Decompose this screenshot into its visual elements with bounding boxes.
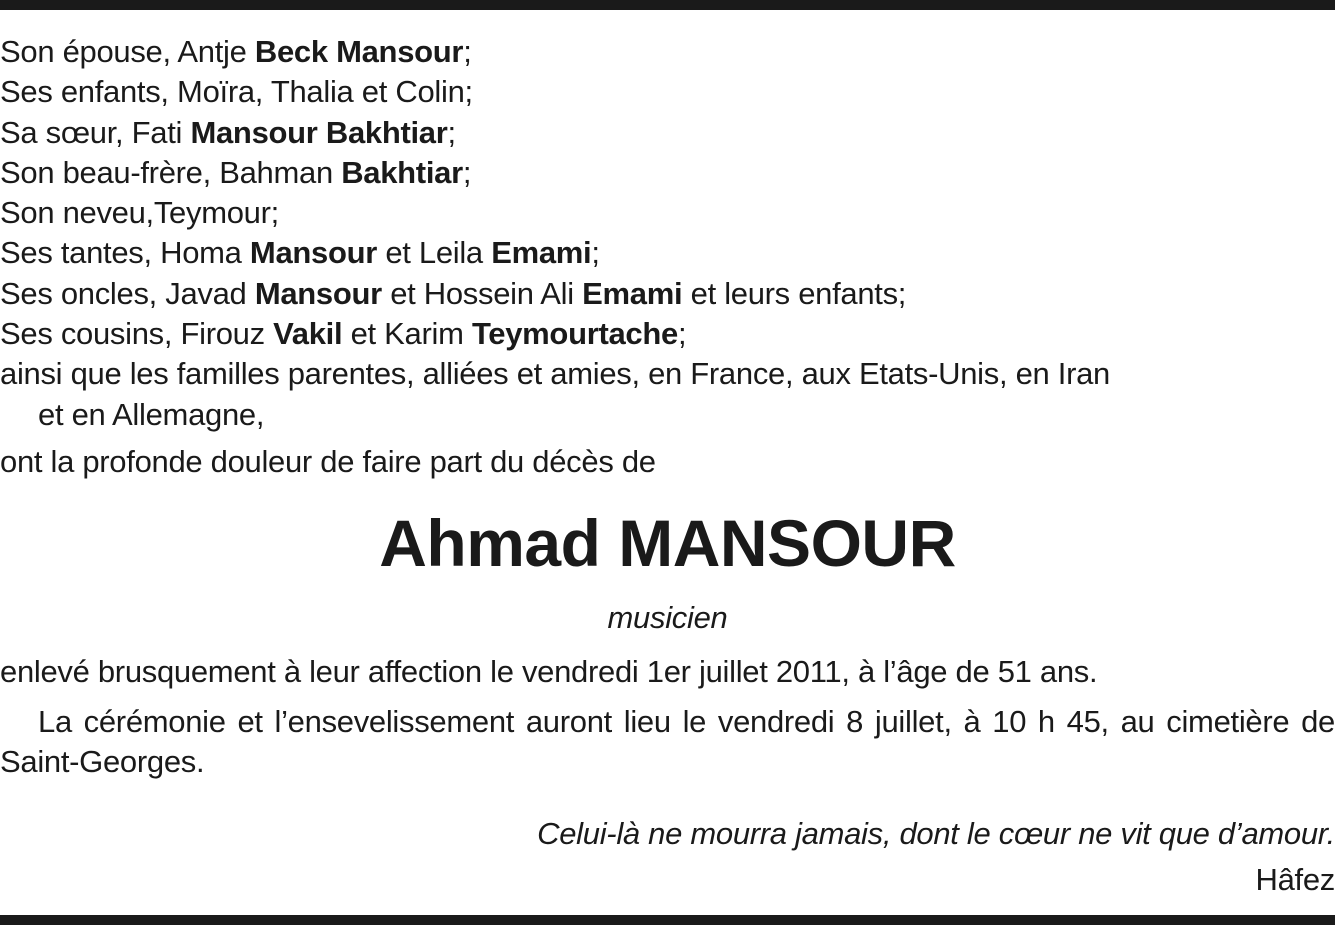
mourner-surname: Mansour [254,275,382,311]
mourner-line-nephew [0,193,1335,233]
mourner-text: Ses cousins, Firouz [0,316,274,352]
quote-author: Hâfez [1255,861,1335,897]
mourner-text: Son épouse, Antje [0,34,255,69]
announcement-text: ont la profonde douleur de faire part du décès de [0,443,656,479]
mourner-text: Ses enfants, Moïra, Thalia et Colin; [0,74,473,110]
mourner-text: et Leila [377,235,492,271]
closing-quote: Celui-là ne mourra jamais, dont le cœur ne vit que d’amour. [537,816,1335,852]
death-text: enlevé brusquement à leur affection le vendredi 1er juillet 2011, à l’âge de 51 ans. [0,653,1098,689]
obituary-notice [0,32,1335,900]
mourner-line-families-continued: et en Allemagne, [38,396,265,432]
deceased-name: Ahmad MANSOUR [379,506,956,581]
mourner-text: Son beau-frère, Bahman [0,154,342,190]
mourner-text: Son neveu,Teymour; [0,195,279,231]
mourner-punct: ; [462,154,472,190]
mourner-line-families: ainsi que les familles parentes, alliées et amies, en France, aux Etats-Unis, en Iran [0,356,1110,392]
mourner-surname: Emami [491,235,592,271]
mourner-line-children [0,72,1335,112]
mourner-surname: Beck Mansour [254,34,464,69]
mourner-text: Ses tantes, Homa [0,235,250,271]
mourner-punct: ; [677,316,687,352]
deceased-profession: musicien [607,600,728,636]
mourner-surname: Vakil [273,316,343,352]
mourner-text: et Karim [342,316,472,352]
mourner-surname: Teymourtache [471,316,678,352]
bottom-rule [0,915,1335,925]
mourner-surname: Emami [582,275,683,311]
top-rule [0,0,1335,10]
mourner-line-sister [0,113,1335,153]
mourner-text: et leurs enfants; [682,275,907,311]
mourner-punct: ; [447,114,456,150]
mourner-text: Sa sœur, Fati [0,114,191,150]
mourner-surname: Bakhtiar [341,154,463,190]
mourner-line-brother-in-law [0,153,1335,193]
mourner-punct: ; [591,235,600,271]
mourner-surname: Mansour [249,235,377,271]
mourner-line-spouse [0,32,1335,72]
mourner-line-aunts [0,233,1335,273]
ceremony-text: La cérémonie et l’ensevelissement auront lieu le vendredi 8 juillet, à 10 h 45, au cimetière de Saint-Georges. [0,703,1335,780]
mourner-line-uncles [0,274,1335,314]
mourner-text: Ses oncles, Javad [0,275,255,311]
mourner-punct: ; [463,34,472,69]
mourner-surname: Mansour Bakhtiar [190,114,448,150]
mourner-line-cousins [0,314,1335,354]
mourner-text: et Hossein Ali [381,275,583,311]
